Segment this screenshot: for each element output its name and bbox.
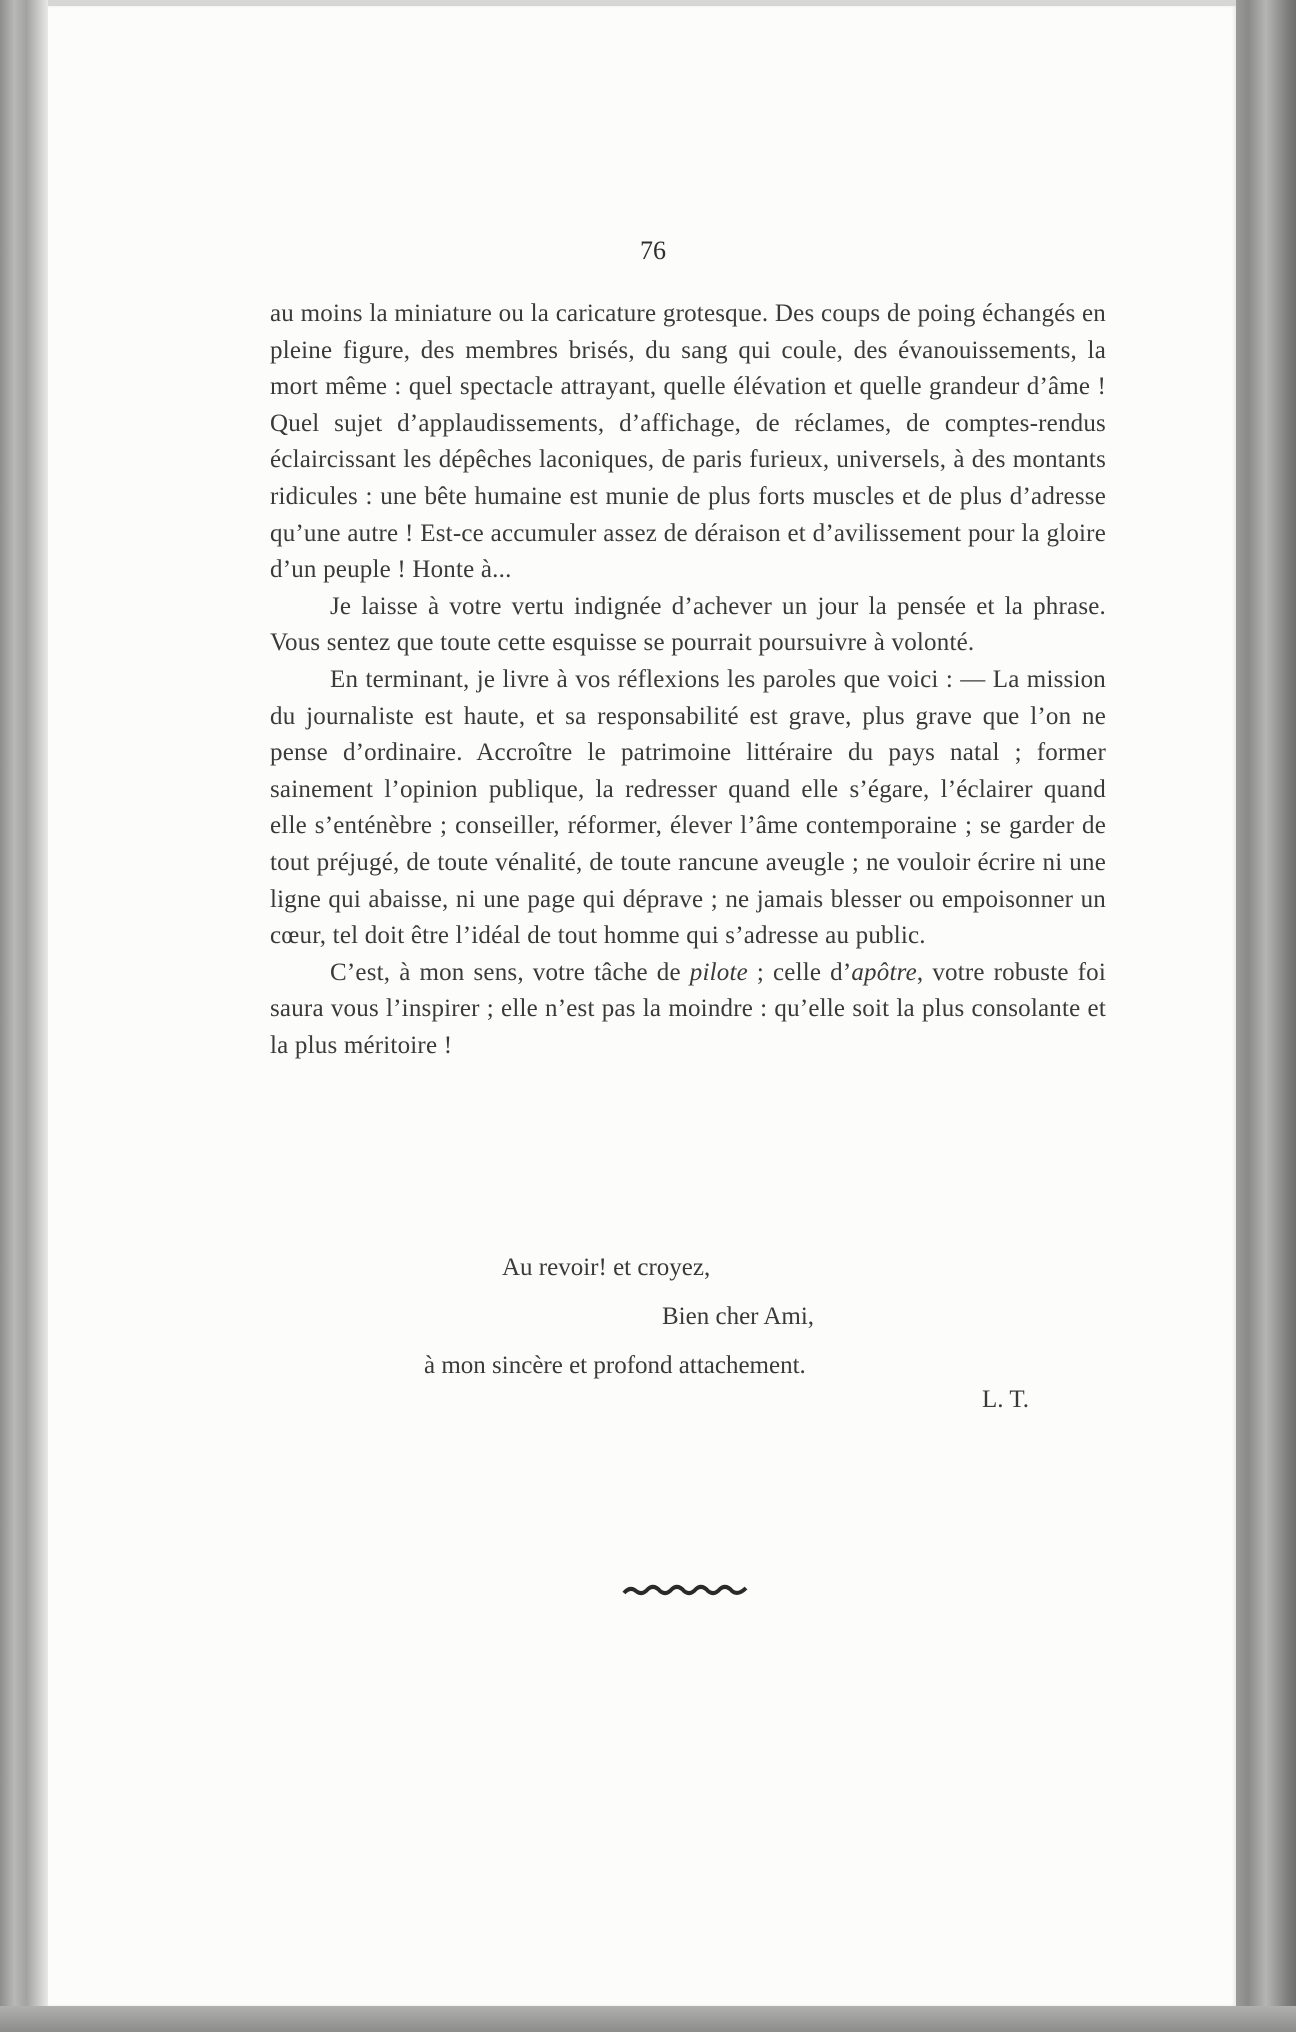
paragraph-4-text-c: , votre robuste foi saura vous l’inspirer ; elle n’est pas la moindre : qu’elle soit la plus consolante et la plus méritoire ! <box>270 958 1106 1059</box>
paragraph-1 <box>270 296 1106 589</box>
closing-line-2: Bien cher Ami, <box>662 1303 815 1330</box>
paragraph-3 <box>270 662 1106 955</box>
book-spine-edge <box>0 0 48 2032</box>
tailpiece-ornament-icon <box>622 1584 750 1596</box>
paragraph-4-italic-apotre: apôtre <box>851 958 917 986</box>
closing-line-1: Au revoir! et croyez, <box>502 1254 711 1281</box>
paragraph-3-text: En terminant, je livre à vos réflexions les paroles que voici : — La mission du journaliste est haute, et sa responsabilité est grave, plus grave que l’on ne pense d’ordinaire. Accroître le patrimoine littéraire du pays natal ; former sainement l’opinion publique, la redresser quand elle s’égare, l’éclairer quand elle s’enténèbre ; conseiller, réformer, élever l’âme contemporaine ; se garder de tout préjugé, de toute vénalité, de toute rancune aveugle ; ne vouloir écrire ni une ligne qui abaisse, ni une page qui déprave ; ne jamais blesser ou empoisonner un cœur, tel doit être l’idéal de tout homme qui s’adresse au public. <box>270 665 1106 950</box>
paragraph-4-text-a: C’est, à mon sens, votre tâche de <box>330 958 690 986</box>
signature: L. T. <box>982 1386 1029 1413</box>
paragraph-4-text-b: ; celle d’ <box>747 958 852 986</box>
paragraph-4 <box>270 955 1106 1065</box>
body-text <box>270 296 1106 1064</box>
paragraph-2 <box>270 589 1106 662</box>
paragraph-2-text: Je laisse à votre vertu indignée d’achever un jour la pensée et la phrase. Vous sentez que toute cette esquisse se pourrait poursuivre à volonté. <box>270 592 1106 657</box>
paragraph-1-text: au moins la miniature ou la caricature grotesque. Des coups de poing échangés en pleine figure, des membres brisés, du sang qui coule, des évanouissements, la mort même : quel spectacle attrayant, quelle élévation et quelle grandeur d’âme ! Quel sujet d’applaudissements, d’affichage, de réclames, de comptes-rendus éclaircissant les dépêches laconiques, de paris furieux, universels, à des montants ridicules : une bête humaine est munie de plus forts muscles et de plus d’adresse qu’une autre ! Est-ce accumuler assez de déraison et d’avilissement pour la gloire d’un peuple ! Honte à... <box>270 300 1106 584</box>
closing-line-3: à mon sincère et profond attachement. <box>424 1352 806 1379</box>
page-stack-edge <box>1236 0 1296 2032</box>
paragraph-4-italic-pilote: pilote <box>689 958 748 986</box>
page-bottom-edge <box>0 2006 1296 2032</box>
page-number: 76 <box>640 236 666 265</box>
